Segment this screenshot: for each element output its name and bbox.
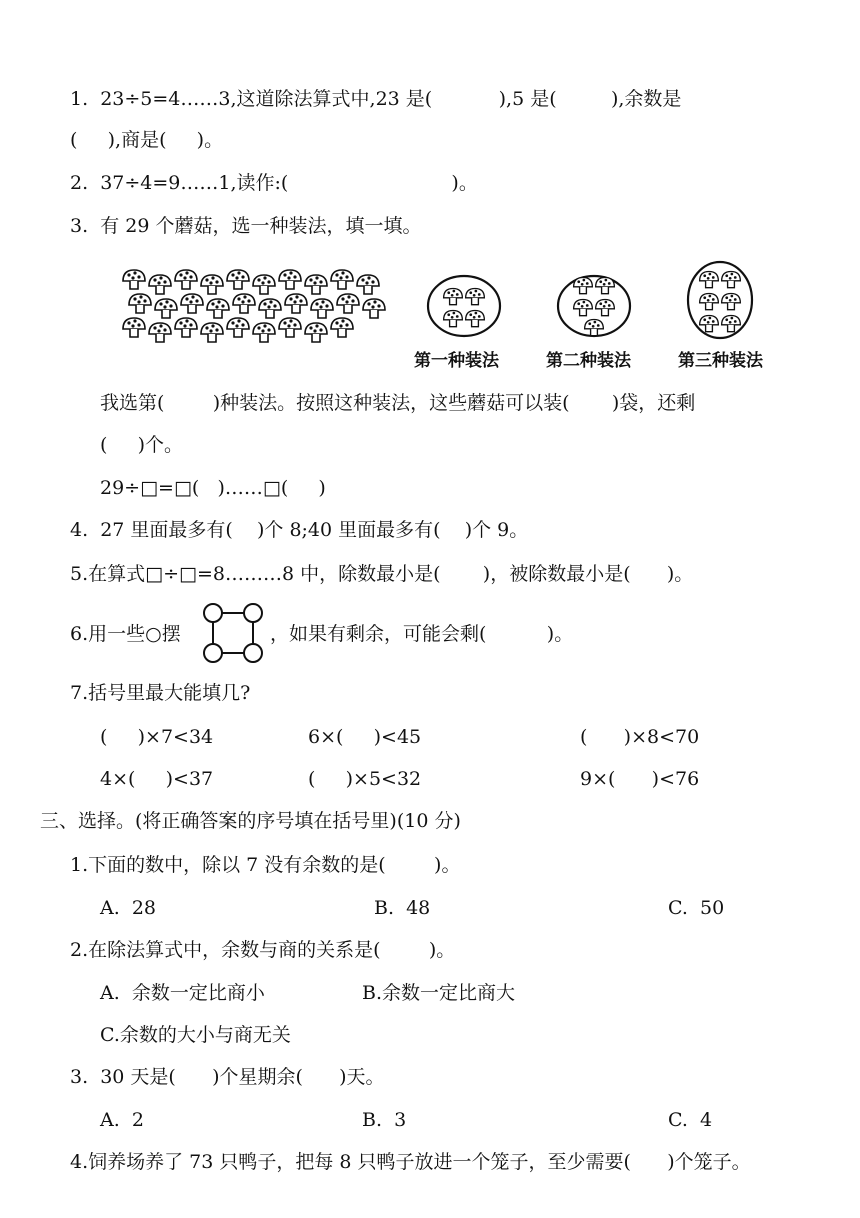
choice-q1-option-b: B. 48 <box>374 897 431 919</box>
bag-1-mushroom-4 <box>466 311 485 327</box>
choice-q3-option-c: C. 4 <box>668 1109 713 1131</box>
mushroom-25 <box>331 270 353 289</box>
mushroom-3 <box>123 318 145 337</box>
q7-row1-c: ( )×8<70 <box>580 726 700 748</box>
bag-3-mushroom-2 <box>722 272 741 288</box>
choice-q3: 3. 30 天是( )个星期余( )天。 <box>70 1066 385 1088</box>
q7-row2-c: 9×( )<76 <box>580 768 700 790</box>
caption-method-2: 第二种装法 <box>546 351 631 371</box>
mushroom-28 <box>357 275 379 294</box>
mushroom-figure <box>118 258 798 378</box>
q3-line: 3. 有 29 个蘑菇，选一种装法，填一填。 <box>70 215 422 237</box>
q1-line1: 1. 23÷5=4……3,这道除法算式中,23 是( ),5 是( ),余数是 <box>70 88 682 110</box>
mushroom-23 <box>311 299 333 318</box>
mushroom-20 <box>285 294 307 313</box>
mushroom-8 <box>181 294 203 313</box>
mushroom-5 <box>155 299 177 318</box>
section-3-heading: 三、选择。(将正确答案的序号填在括号里)(10 分) <box>40 810 461 832</box>
q3-equation: 29÷□=□( )……□( ) <box>100 477 326 499</box>
mushroom-27 <box>331 318 353 337</box>
choice-q4: 4.饲养场养了 73 只鸭子，把每 8 只鸭子放进一个笼子，至少需要( )个笼子。 <box>70 1151 751 1173</box>
q7-line: 7.括号里最大能填几? <box>70 682 251 704</box>
mushroom-17 <box>259 299 281 318</box>
q6-line-start: 6.用一些○摆 <box>70 623 181 645</box>
mushroom-1 <box>123 270 145 289</box>
choice-q2-option-c: C.余数的大小与商无关 <box>100 1024 291 1046</box>
bag-circle-1 <box>428 276 500 336</box>
bag-2-mushroom-3 <box>574 300 593 316</box>
bag-1-mushroom-1 <box>444 289 463 305</box>
mushroom-11 <box>207 299 229 318</box>
choice-q1-option-a: A. 28 <box>100 897 157 919</box>
mushroom-14 <box>233 294 255 313</box>
q2-line: 2. 37÷4=9……1,读作:( )。 <box>70 172 478 194</box>
mushroom-7 <box>175 270 197 289</box>
mushroom-18 <box>253 323 275 342</box>
mushroom-24 <box>305 323 327 342</box>
mushroom-22 <box>305 275 327 294</box>
q5-line: 5.在算式□÷□=8………8 中，除数最小是( )，被除数最小是( )。 <box>70 563 694 585</box>
choice-q3-option-b: B. 3 <box>362 1109 407 1131</box>
q7-row2-b: ( )×5<32 <box>308 768 422 790</box>
q3-answer-line1: 我选第( )种装法。按照这种装法，这些蘑菇可以装( )袋，还剩 <box>100 392 696 414</box>
bag-3-mushroom-6 <box>722 316 741 332</box>
mushroom-4 <box>149 275 171 294</box>
mushroom-26 <box>337 294 359 313</box>
bag-3-mushroom-4 <box>722 294 741 310</box>
caption-method-1: 第一种装法 <box>414 351 499 371</box>
choice-q2-option-a: A. 余数一定比商小 <box>100 982 265 1004</box>
mushroom-13 <box>227 270 249 289</box>
mushroom-16 <box>253 275 275 294</box>
bag-2-mushroom-5 <box>585 320 604 336</box>
bag-1-mushroom-2 <box>466 289 485 305</box>
bag-3-mushroom-1 <box>700 272 719 288</box>
q7-row2-a: 4×( )<37 <box>100 768 214 790</box>
choice-q1: 1.下面的数中，除以 7 没有余数的是( )。 <box>70 854 461 876</box>
bag-1-mushroom-3 <box>444 311 463 327</box>
mushroom-6 <box>149 323 171 342</box>
square-of-circles-icon <box>201 601 265 665</box>
mushroom-10 <box>201 275 223 294</box>
bag-2-mushroom-4 <box>596 300 615 316</box>
bag-2-mushroom-1 <box>574 278 593 294</box>
q6-line-end: ，如果有剩余，可能会剩( )。 <box>270 623 574 645</box>
q3-answer-line2: ( )个。 <box>100 434 184 456</box>
mushroom-15 <box>227 318 249 337</box>
q1-line2: ( ),商是( )。 <box>70 129 224 151</box>
mushroom-19 <box>279 270 301 289</box>
q7-row1-a: ( )×7<34 <box>100 726 214 748</box>
bag-3-mushroom-3 <box>700 294 719 310</box>
mushroom-21 <box>279 318 301 337</box>
choice-q1-option-c: C. 50 <box>668 897 725 919</box>
caption-method-3: 第三种装法 <box>678 351 763 371</box>
choice-q2: 2.在除法算式中，余数与商的关系是( )。 <box>70 939 456 961</box>
bag-3-mushroom-5 <box>700 316 719 332</box>
bag-circle-3 <box>688 262 752 338</box>
q4-line: 4. 27 里面最多有( )个 8;40 里面最多有( )个 9。 <box>70 519 529 541</box>
mushroom-12 <box>201 323 223 342</box>
choice-q2-option-b: B.余数一定比商大 <box>362 982 516 1004</box>
mushroom-9 <box>175 318 197 337</box>
choice-q3-option-a: A. 2 <box>100 1109 144 1131</box>
q7-row1-b: 6×( )<45 <box>308 726 422 748</box>
bag-2-mushroom-2 <box>596 278 615 294</box>
mushroom-29 <box>363 299 385 318</box>
mushroom-2 <box>129 294 151 313</box>
